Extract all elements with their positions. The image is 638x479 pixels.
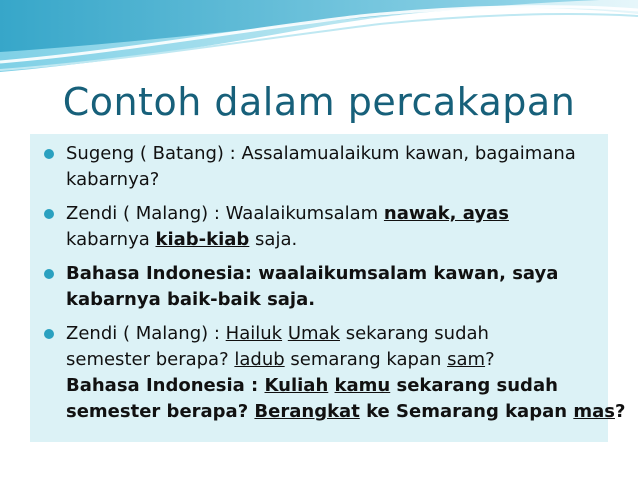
bullet-dot-icon xyxy=(44,269,54,279)
dialect-word: kiab-kiab xyxy=(155,229,250,250)
bullet-text: Bahasa Indonesia : xyxy=(66,375,265,396)
bullet-text: ? xyxy=(614,401,626,422)
bullet-text: semarang kapan xyxy=(284,349,448,370)
bullet-text: Zendi ( Malang) : Waalaikumsalam xyxy=(66,203,384,224)
header-wave-decoration xyxy=(0,0,638,80)
bullet-text: semester berapa? xyxy=(66,349,235,370)
content-panel xyxy=(30,134,626,442)
bullet-item-4 xyxy=(38,321,626,425)
bullet-item-1 xyxy=(38,141,600,193)
translation-word: kamu xyxy=(334,375,391,396)
bullet-text: kabarnya? xyxy=(66,169,160,190)
bullet-text: Sugeng ( Batang) : Assalamualaikum kawan, bagaimana xyxy=(66,143,576,164)
bullet-text: kabarnya xyxy=(66,229,156,250)
bullet-text: sekarang sudah xyxy=(339,323,489,344)
dialect-word: sam xyxy=(447,349,486,370)
bullet-text: Zendi ( Malang) : xyxy=(66,323,226,344)
translation-word: Berangkat xyxy=(254,401,360,422)
dialect-word: Umak xyxy=(287,323,340,344)
bullet-item-3 xyxy=(38,261,600,313)
dialect-word: Hailuk xyxy=(225,323,283,344)
bullet-text: kabarnya baik-baik saja. xyxy=(66,289,316,310)
dialect-word: ladub xyxy=(234,349,285,370)
slide-title: Contoh dalam percakapan xyxy=(62,80,576,124)
dialect-word: nawak, ayas xyxy=(383,203,509,224)
bullet-dot-icon xyxy=(44,209,54,219)
bullet-text: ke Semarang kapan xyxy=(359,401,574,422)
bullet-text: saja. xyxy=(249,229,298,250)
translation-word: mas xyxy=(573,401,615,422)
bullet-text: sekarang sudah xyxy=(390,375,558,396)
bullet-item-2 xyxy=(38,201,600,253)
translation-word: Kuliah xyxy=(264,375,329,396)
bullet-dot-icon xyxy=(44,149,54,159)
bullet-text: Bahasa Indonesia: waalaikumsalam kawan, saya xyxy=(66,263,559,284)
bullet-text: ? xyxy=(485,349,495,370)
bullet-text: semester berapa? xyxy=(66,401,255,422)
bullet-dot-icon xyxy=(44,329,54,339)
